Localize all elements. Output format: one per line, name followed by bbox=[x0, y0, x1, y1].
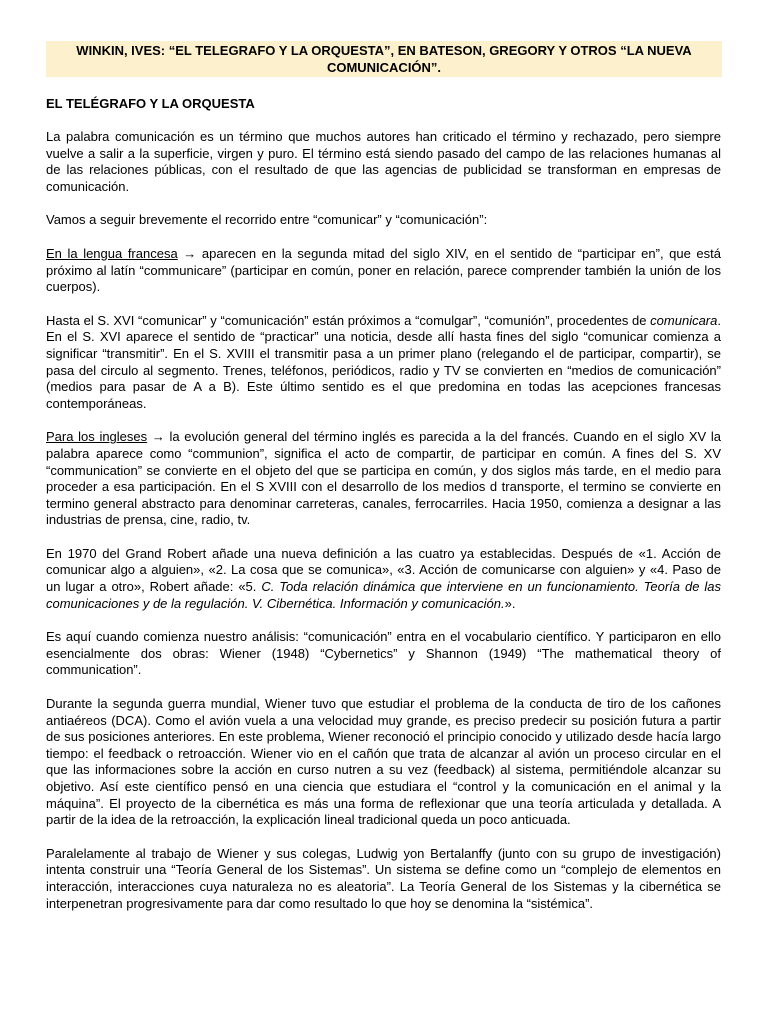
document-title-banner bbox=[46, 41, 722, 77]
paragraph-bertalanffy: Paralelamente al trabajo de Wiener y sus colegas, Ludwig yon Bertalanffy (junto con su grupo de investigación) intenta construir una “Teoría General de los Sistemas”. Un sistema se define como un “complejo de elementos en interacción, interacciones cuya naturaleza no es aleatoria”. La Teoría General de los Sistemas y la cibernética se interpenetran progresivamente para dar como resultado lo que hoy se denomina la “sistémica”. bbox=[46, 845, 721, 911]
document-body bbox=[46, 129, 721, 929]
sixteenth-century-text-b: . En el S. XVI aparece el sentido de “practicar” una noticia, desde allí hasta fines del siglo “comunicar comienza a significar “transmitir”. En el S. XVIII el transmitir pasa a un primer plano (relegando el de participar, compartir), se pasa del circulo al segmento. Trenes, teléfonos, periódicos, radio y TV se convierten en “medios de comunicación” (medios para pasar de A a B). Este último sentido es el que predomina en todas las acepciones francesas contemporáneas. bbox=[46, 312, 721, 411]
grand-robert-text-b: ». bbox=[504, 595, 516, 611]
paragraph-intro: La palabra comunicación es un término que muchos autores han criticado el término y rechazado, pero siempre vuelve a salir a la superficie, virgen y puro. El término está siendo pasado del campo de las relaciones humanas al de las relaciones públicas, con el resultado de que las agencias de publicidad se transforman en empresas de comunicación. bbox=[46, 129, 721, 194]
grand-robert-text-a: En 1970 del Grand Robert añade una nueva definición a las cuatro ya establecidas. Después de «1. Acción de comunicar algo a alguien», «2. La cosa que se comunica», «3. Acción de comunicarse con alguien» y «4. Paso de un lugar a otro», Robert añade: «5. bbox=[46, 545, 721, 595]
paragraph-route: Vamos a seguir brevemente el recorrido entre “comunicar” y “comunicación”: bbox=[46, 212, 488, 228]
paragraph-sixteenth-century bbox=[46, 313, 721, 413]
document-title: WINKIN, IVES: “EL TELEGRAFO Y LA ORQUESTA”, EN BATESON, GREGORY Y OTROS “LA NUEVA COMUNICACIÓN”. bbox=[76, 43, 692, 75]
paragraph-grand-robert bbox=[46, 546, 721, 612]
grand-robert-italic: C. Toda relación dinámica que interviene en un funcionamiento. Teoría de las comunicaciones y de la regulación. V. Cibernética. Información y comunicación. bbox=[46, 579, 721, 611]
paragraph-analysis: Es aquí cuando comienza nuestro análisis: “comunicación” entra en el vocabulario científico. Y participaron en ello esencialmente dos obras: Wiener (1948) “Cybernetics” y Shannon (1949) “The mathematical theory of communication”. bbox=[46, 629, 721, 678]
sixteenth-century-italic: comunicara bbox=[650, 312, 718, 328]
english-language-text: → la evolución general del término inglés es parecida a la del francés. Cuando en el siglo XV la palabra aparece como “communion”, significa el acto de compartir, de participar en común. A fines del S. XV “communication” se convierte en el objeto del que se participa en común, y dos siglos más tarde, en el medio para proceder a esa participación. En el S XVIII con el desarrollo de los medios d transporte, el termino se convierte en termino general abstracto para denominar carreteras, canales, ferrocarriles. Hacia 1950, comienza a designar a las industrias de prensa, cine, radio, tv. bbox=[46, 429, 721, 528]
english-language-label: Para los ingleses bbox=[46, 429, 148, 445]
section-heading: EL TELÉGRAFO Y LA ORQUESTA bbox=[46, 96, 255, 111]
paragraph-wiener: Durante la segunda guerra mundial, Wiener tuvo que estudiar el problema de la conducta de tiro de los cañones antiaéreos (DCA). Como el avión vuela a una velocidad muy grande, es preciso predecir su posición futura a partir de sus posiciones anteriores. En este problema, Wiener reconoció el principio conocido y utilizado desde hacía largo tiempo: el feedback o retroacción. Wiener vio en el cañón que trata de alcanzar al avión un proceso circular en el que las informaciones sobre la acción en curso nutren a su vez (feedback) al sistema, permitiéndole alcanzar su objetivo. Así este científico pensó en una ciencia que estudiara el “control y la comunicación en el animal y la máquina”. El proyecto de la cibernética es más una forma de reflexionar que una teoría articulada y detallada. A partir de la idea de la retroacción, la explicación lineal tradicional queda un poco anticuada. bbox=[46, 696, 721, 828]
french-language-label: En la lengua francesa bbox=[46, 245, 178, 261]
sixteenth-century-text-a: Hasta el S. XVI “comunicar” y “comunicación” están próximos a “comulgar”, “comunión”, procedentes de bbox=[46, 312, 651, 328]
french-language-text: → aparecen en la segunda mitad del siglo XIV, en el sentido de “participar en”, que está próximo al latín “communicare” (participar en común, poner en relación, parece comprender también la unión de los cuerpos). bbox=[46, 245, 721, 295]
paragraph-french bbox=[46, 246, 721, 296]
paragraph-english bbox=[46, 429, 721, 529]
